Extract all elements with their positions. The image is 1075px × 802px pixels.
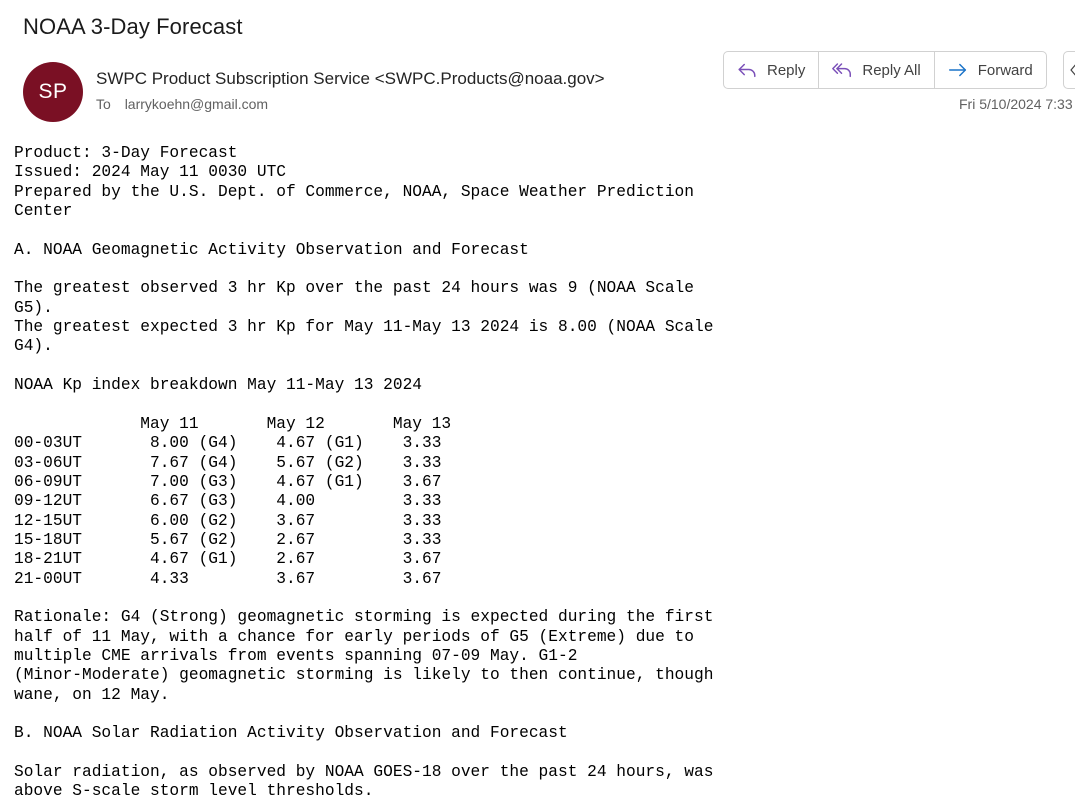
forward-button[interactable] [934,52,1046,88]
avatar-initials: SP [38,80,68,103]
reply-all-label: Reply All [862,61,921,79]
reply-arrow-icon [736,59,758,81]
to-label: To [96,96,111,112]
reply-label: Reply [767,61,806,79]
email-subject: NOAA 3-Day Forecast [23,14,243,39]
sender-avatar[interactable] [23,62,83,122]
chevron-left-icon [1068,61,1075,79]
reply-all-button[interactable] [818,52,933,88]
message-body: Product: 3-Day Forecast Issued: 2024 May 11 0030 UTC Prepared by the U.S. Dept. of Commerce, NOAA, Space Weather Prediction Center A. NOAA Geomagnetic Activity Observation and Forecast The greatest observed 3 hr Kp over the past 24 hours was 9 (NOAA Scale G5). The greatest expected 3 hr Kp for May 11-May 13 2024 is 8.00 (NOAA Scale G4). NOAA Kp index breakdown May 11-May 13 2024 May 11 May 12 May 13 00-03UT 8.00 (G4) 4.67 (G1) 3.33 03-06UT 7.67 (G4) 5.67 (G2) 3.33 06-09UT 7.00 (G3) 4.67 (G1) 3.67 09-12UT 6.67 (G3) 4.00 3.33 12-15UT 6.00 (G2) 3.67 3.33 15-18UT 5.67 (G2) 2.67 3.33 18-21UT 4.67 (G1) 2.67 3.67 21-00UT 4.33 3.67 3.67 Rationale: G4 (Strong) geomagnetic storming is expected during the first half of 11 May, with a chance for early periods of G5 (Extreme) due to multiple CME arrivals from events spanning 07-09 May. G1-2 (Minor-Moderate) geomagnetic storming is likely to then continue, though wane, on 12 May. B. NOAA Solar Radiation Activity Observation and Forecast Solar radiation, as observed by NOAA GOES-18 over the past 24 hours, was above S-scale storm level thresholds. [14,144,714,801]
forward-arrow-icon [947,59,969,81]
recipient-line [96,96,268,112]
sender-name[interactable]: SWPC Product Subscription Service <SWPC.Products@noaa.gov> [96,69,605,88]
recipient-address[interactable]: larrykoehn@gmail.com [124,96,269,112]
forward-label: Forward [977,61,1033,79]
more-actions-button[interactable] [1063,51,1075,89]
message-actions-toolbar [723,51,1047,89]
received-date: Fri 5/10/2024 7:33 [959,96,1073,112]
reply-button[interactable] [724,52,818,88]
reply-all-arrow-icon [831,59,853,81]
